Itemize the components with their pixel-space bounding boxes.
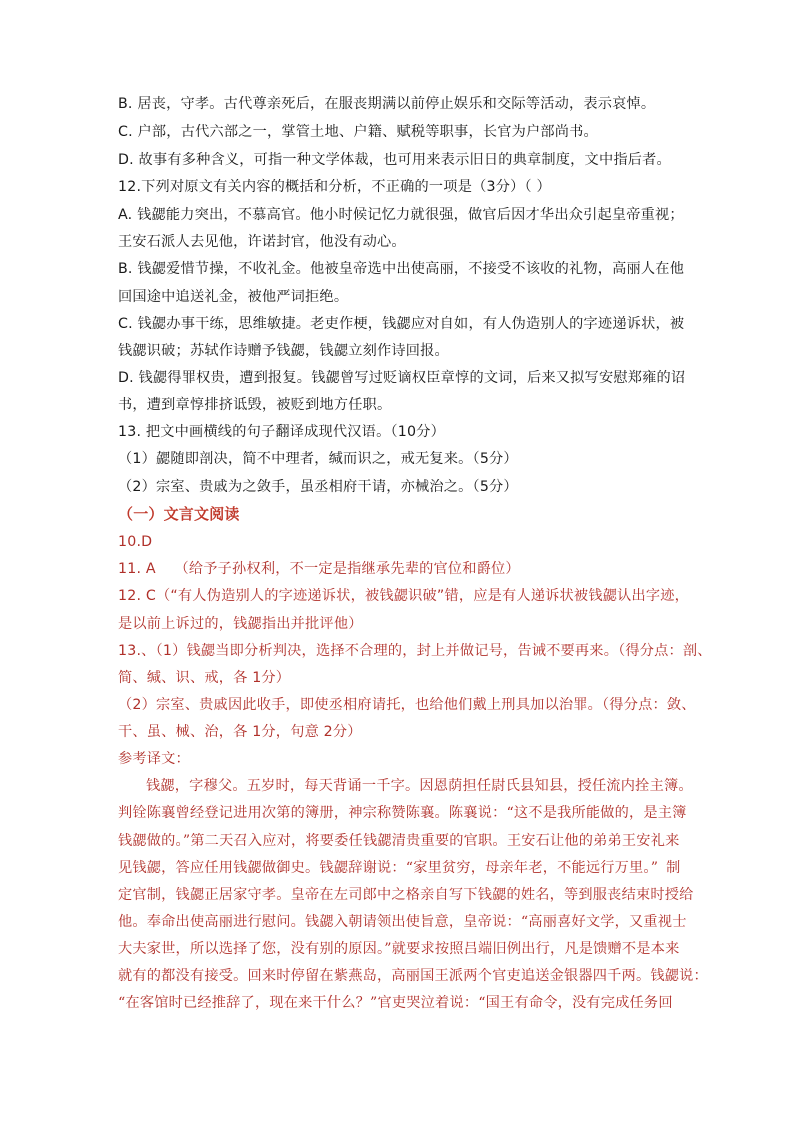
translation-line-1: 钱勰，字穆父。五岁时，每天背诵一千字。因恩荫担任尉氏县知县，授任流内拴主簿。: [146, 778, 693, 794]
translation-line-3: 钱勰做的。”第二天召入应对，将要委任钱勰清贵重要的官职。王安石让他的弟弟王安礼来: [118, 833, 680, 849]
question-13-stem: 13. 把文中画横线的句子翻译成现代汉语。（10分）: [118, 424, 445, 440]
answer-12-line1: 12. C（“有人伪造别人的字迹递诉状，被钱勰识破”错，应是有人递诉状被钱勰认出字迹，: [118, 588, 690, 604]
q12-option-a-line1: A. 钱勰能力突出，不慕高官。他小时候记忆力就很强，做官后因才华出众引起皇帝重视；: [118, 207, 684, 223]
question-13-sentence-1: （1）勰随即剖决，简不中理者，缄而识之，戒无复来。（5分）: [118, 451, 518, 467]
question-13-sentence-2: （2）宗室、贵戚为之敛手，虽丞相府干请，亦械治之。（5分）: [118, 479, 518, 495]
translation-line-4-end: 制: [666, 860, 681, 876]
translation-line-4-text: 见钱勰，答应任用钱勰做御史。钱勰辞谢说：: [118, 860, 406, 876]
q12-option-c-line2: 钱勰识破；苏轼作诗赠予钱勰，钱勰立刻作诗回报。: [118, 343, 449, 359]
q12-option-a-line2: 王安石派人去见他，许诺封官，他没有动心。: [118, 234, 406, 250]
answer-section-title: （一）文言文阅读: [118, 505, 240, 523]
answer-13-1-line2: 简、缄、识、戒，各 1分）: [118, 670, 291, 686]
translation-line-9-quote-2: “国王有命令，没有完成任务回: [478, 995, 673, 1011]
q12-option-d-line1: D. 钱勰得罪权贵，遭到报复。钱勰曾写过贬谪权臣章惇的文词，后来又拟写安慰郑雍的诏: [118, 370, 686, 386]
answer-13-1-line1: 13.、（1）钱勰当即分析判决，选择不合理的，封上并做记号，告诫不要再来。（得分点：剖、: [118, 643, 712, 659]
q12-option-c-line1: C. 钱勰办事干练，思维敏捷。老吏作梗，钱勰应对自如，有人伪造别人的字迹递诉状，被: [118, 316, 685, 332]
translation-line-9-quote: “在客馆时已经推辞了，现在来干什么？”: [118, 995, 378, 1011]
answer-11: [118, 559, 678, 579]
q12-option-d-line2: 书，遭到章惇排挤诋毁，被贬到地方任职。: [118, 397, 392, 413]
translation-line-4-quote: “家里贫穷，母亲年老，不能远行万里。”: [405, 860, 659, 876]
translation-line-7-quote: 大夫家世，所以选择了您，没有别的原因。”: [118, 941, 392, 957]
answer-12-line2: 是以前上诉过的，钱勰指出并批评他）: [118, 616, 363, 632]
answer-11-text: （给予子孙权利，不一定是指继承先辈的官位和爵位）: [174, 561, 520, 577]
q12-option-b-line1: B. 钱勰爱惜节操，不收礼金。他被皇帝选中出使高丽，不接受不该收的礼物，高丽人在他: [118, 261, 685, 277]
translation-line-2-quote: “这不是我所能做的，是主簿: [506, 805, 687, 821]
option-c-text: C. 户部，古代六部之一，掌管土地、户籍、赋税等职事，长官为户部尚书。: [118, 124, 598, 140]
translation-line-8: 就有的都没有接受。回来时停留在紫燕岛，高丽国王派两个官吏追送金银器四千两。钱勰说：: [118, 968, 708, 984]
translation-line-7-text: 就要求按照吕端旧例出行，凡是馈赠不是本来: [391, 941, 680, 957]
translation-line-7: [118, 939, 678, 959]
translation-line-5: 定官制，钱勰正居家守孝。皇帝在左司郎中之格亲自写下钱勰的姓名，等到服丧结束时授给: [118, 887, 694, 903]
answer-10: 10.D: [118, 534, 153, 550]
translation-line-9-text: 官吏哭泣着说：: [377, 995, 479, 1011]
translation-line-9: [118, 993, 678, 1013]
translation-line-6-quote: “高丽喜好文学，又重视士: [520, 914, 687, 930]
translation-line-4: [118, 858, 681, 878]
answer-13-2-line2: 干、虽、械、治，各 1分，句意 2分）: [118, 724, 362, 740]
answer-13-2-line1: （2）宗室、贵戚因此收手，即使丞相府请托，也给他们戴上刑具加以治罪。（得分点：敛、: [118, 697, 696, 713]
translation-line-2-text: 判铨陈襄曾经登记进用次第的簿册，神宗称赞陈襄。陈襄说：: [118, 805, 507, 821]
option-b-text: B. 居丧，守孝。古代尊亲死后，在服丧期满以前停止娱乐和交际等活动，表示哀悼。: [118, 96, 656, 112]
translation-line-2: [118, 803, 687, 823]
q12-option-b-line2: 回国途中追送礼金，被他严词拒绝。: [118, 289, 349, 305]
translation-line-6: [118, 912, 687, 932]
question-12-stem: 12.下列对原文有关内容的概括和分析，不正确的一项是（3分）（ ）: [118, 179, 551, 195]
option-d-text: D. 故事有多种含义，可指一种文学体裁，也可用来表示旧日的典章制度，文中指后者。: [118, 152, 671, 168]
reference-translation-title: 参考译文：: [118, 751, 190, 767]
translation-line-6-text: 他。奉命出使高丽进行慰问。钱勰入朝请领出使旨意，皇帝说：: [118, 914, 521, 930]
answer-11-label: 11. A: [118, 561, 156, 577]
